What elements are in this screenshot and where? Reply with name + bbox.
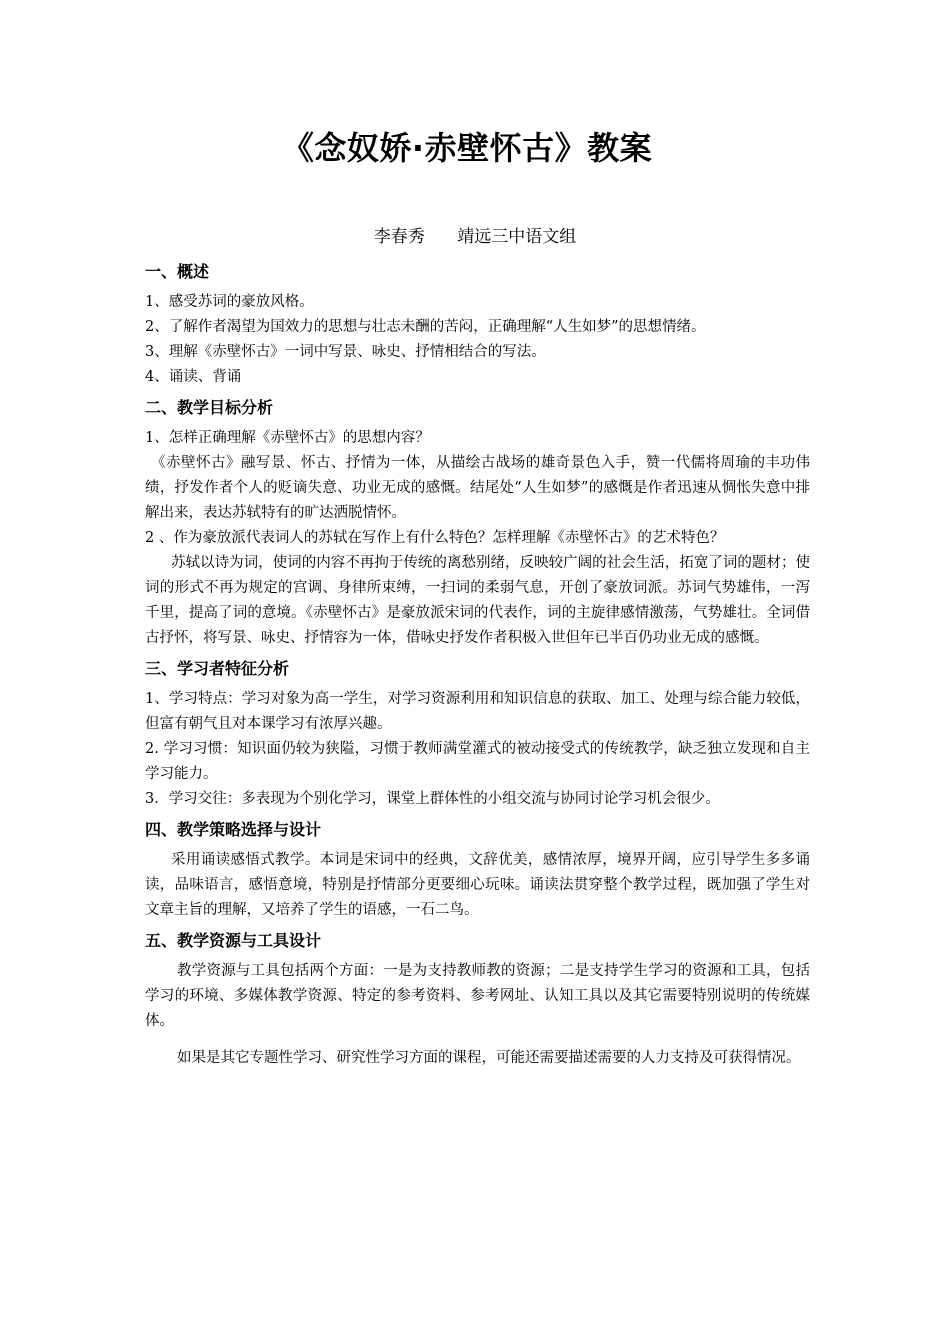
objective-question-2: 2 、作为豪放派代表词人的苏轼在写作上有什么特色？怎样理解《赤壁怀古》的艺术特色？ [145,530,725,546]
overview-item-1: 1、感受苏词的豪放风格。 [145,294,314,310]
objective-answer-2: 苏轼以诗为词，使词的内容不再拘于传统的离愁别绪，反映较广阔的社会生活，拓宽了词的题材；使词的形式不再为规定的宫调、身律所束缚，一扫词的柔弱气息，开创了豪放词派。苏词气势雄伟，一泻千里，提高了词的意境。《赤壁怀古》是豪放派宋词的代表作，词的主旋律感情激荡，气势雄壮。全词借古抒怀，将写景、咏史、抒情容为一体，借咏史抒发作者积极入世但年已半百仍功业无成的感慨。 [145,555,810,646]
overview-item-4: 4、诵读、背诵 [145,369,242,385]
learner-item-3: 3．学习交往：多表现为个别化学习，课堂上群体性的小组交流与协同讨论学习机会很少。 [145,791,720,807]
learner-item-1: 1、学习特点：学习对象为高一学生，对学习资源利用和知识信息的获取、加工、处理与综合能力较低，但富有朝气且对本课学习有浓厚兴趣。 [145,691,810,732]
resources-paragraph-2: 如果是其它专题性学习、研究性学习方面的课程，可能还需要描述需要的人力支持及可获得情况。 [177,1050,801,1066]
objective-question-1: 1、怎样正确理解《赤壁怀古》的思想内容？ [145,430,430,446]
overview-item-2: 2、了解作者渴望为国效力的思想与壮志未酬的苦闷，正确理解“人生如梦”的思想情绪。 [145,319,706,335]
objective-answer-1: 《赤壁怀古》融写景、怀古、抒情为一体，从描绘古战场的雄奇景色入手，赞一代儒将周瑜的丰功伟绩，抒发作者个人的贬谪失意、功业无成的感慨。结尾处“人生如梦”的感慨是作者迅速从惆怅失意中排解出来，表达苏轼特有的旷达洒脱情怀。 [145,455,810,521]
overview-item-3: 3、理解《赤壁怀古》一词中写景、咏史、抒情相结合的写法。 [145,344,546,360]
section-heading-learners: 三、学习者特征分析 [145,659,290,678]
section-heading-strategy: 四、教学策略选择与设计 [145,820,322,839]
author-line: 李春秀 靖远三中语文组 [373,227,577,247]
learner-item-2: 2. 学习习惯：知识面仍较为狭隘，习惯于教师满堂灌式的被动接受式的传统教学，缺乏独立发现和自主学习能力。 [145,741,810,782]
section-heading-overview: 一、概述 [145,262,210,281]
section-heading-resources: 五、教学资源与工具设计 [145,931,322,950]
section-heading-objectives: 二、教学目标分析 [145,398,274,417]
resources-paragraph-1: 教学资源与工具包括两个方面：一是为支持教师教的资源；二是支持学生学习的资源和工具，包括学习的环境、多媒体教学资源、特定的参考资料、参考网址、认知工具以及其它需要特别说明的传统媒体。 [145,963,810,1029]
strategy-paragraph: 采用诵读感悟式教学。本词是宋词中的经典，文辞优美，感情浓厚，境界开阔，应引导学生多多诵读，品味语言，感悟意境，特别是抒情部分更要细心玩味。诵读法贯穿整个教学过程，既加强了学生对文章主旨的理解，又培养了学生的语感，一石二鸟。 [145,852,810,918]
document-body [145,260,810,1071]
document-title: 《念奴娇·赤壁怀古》教案 [281,129,653,167]
